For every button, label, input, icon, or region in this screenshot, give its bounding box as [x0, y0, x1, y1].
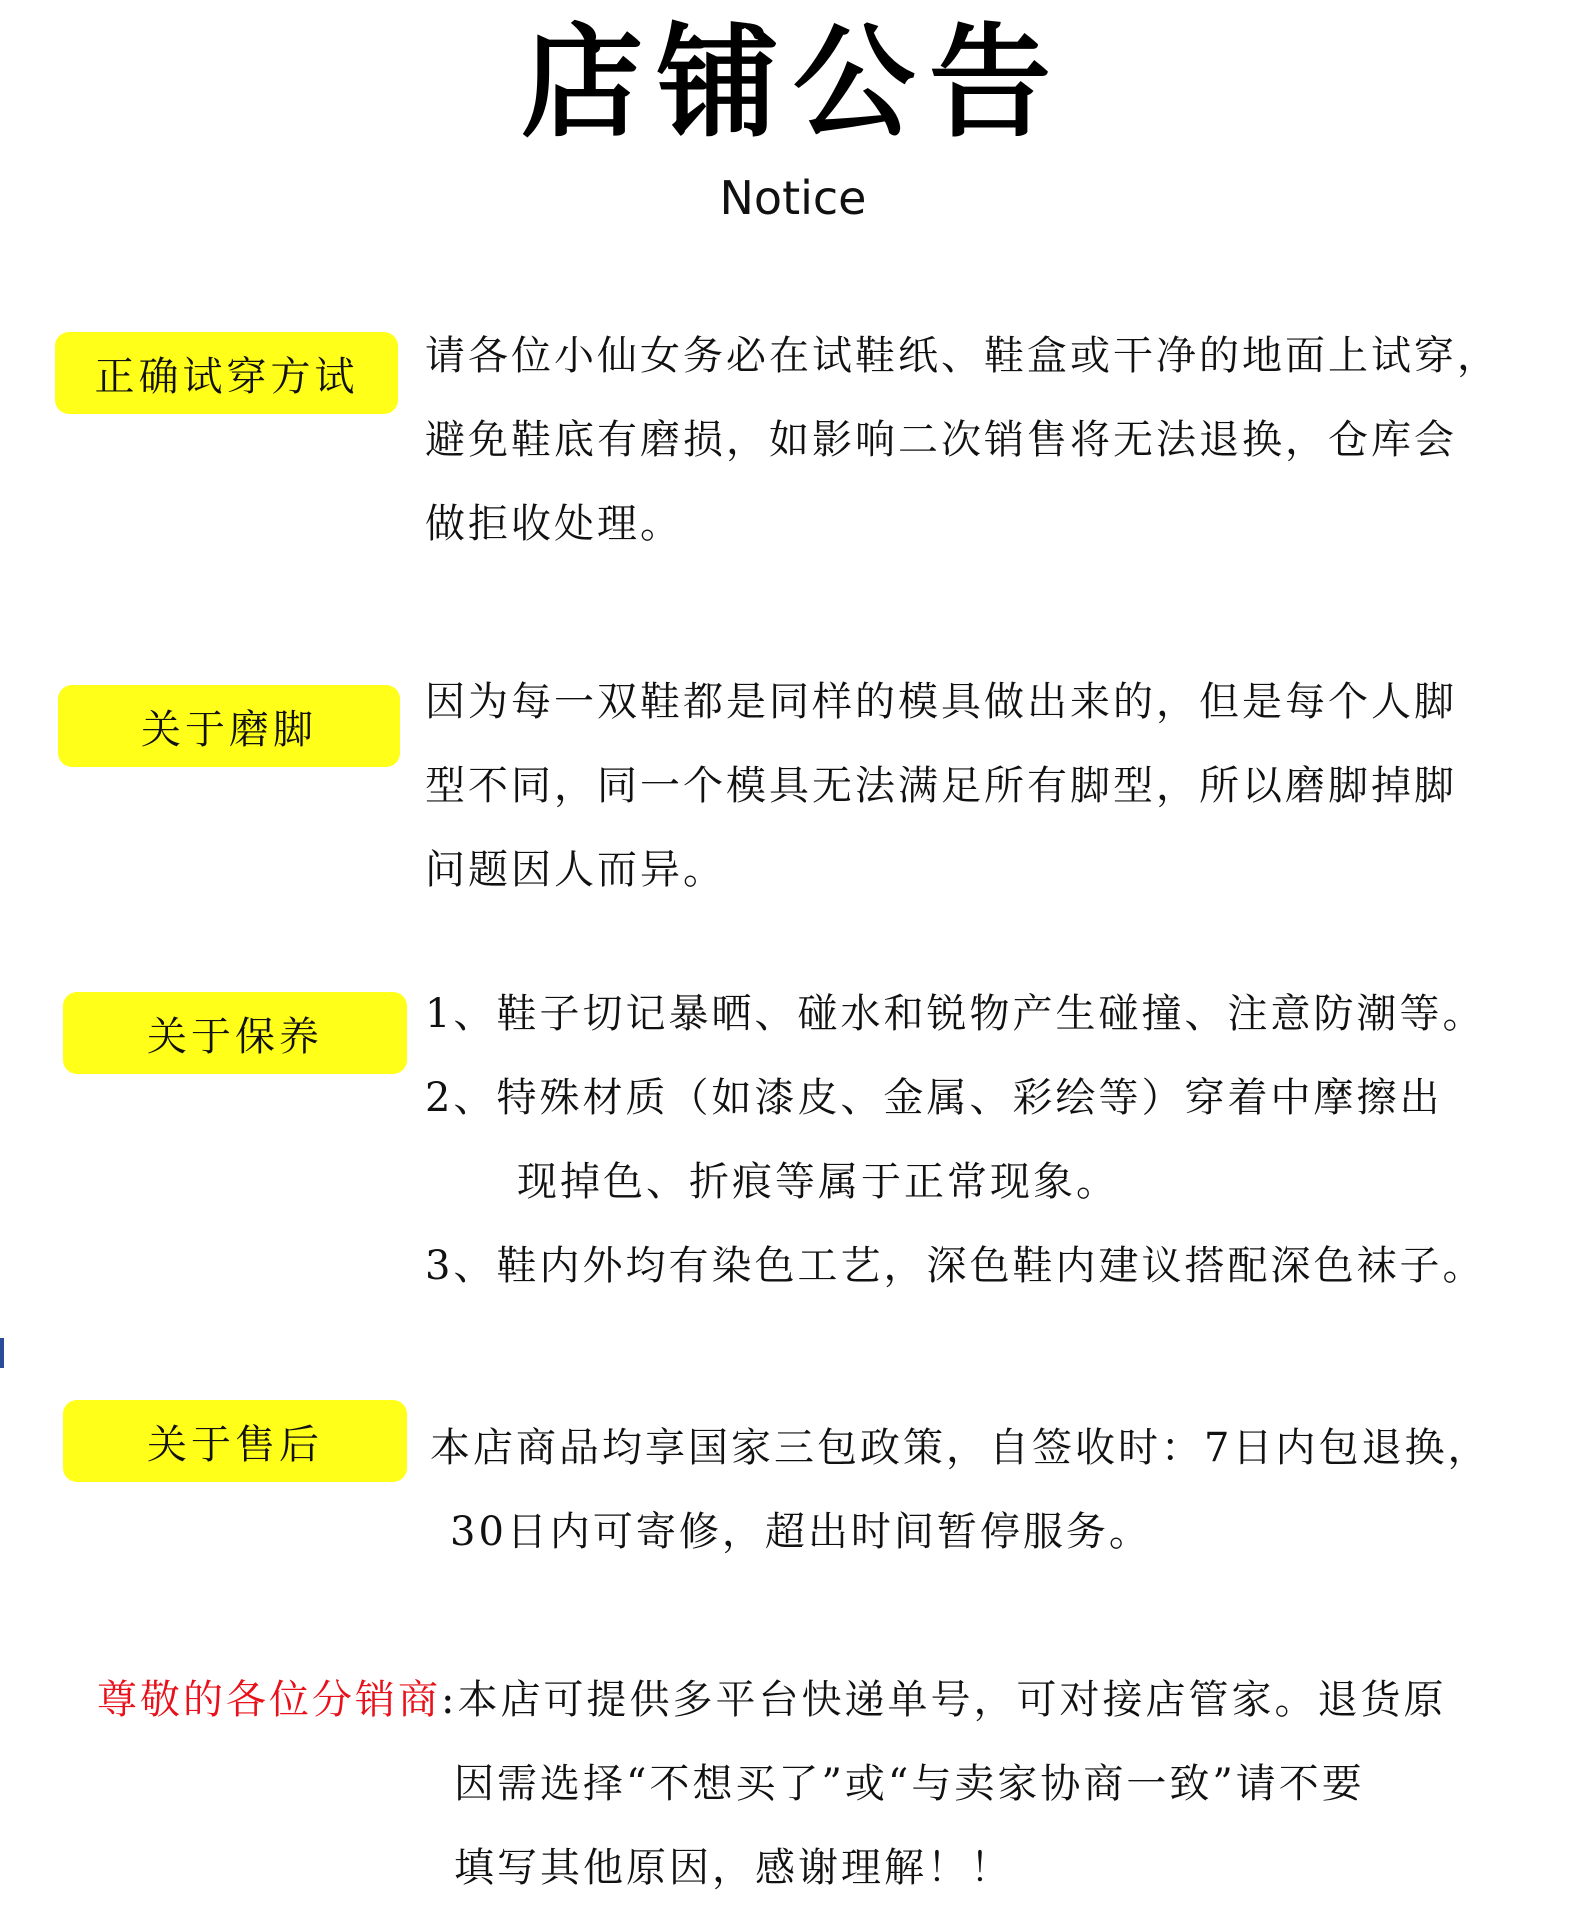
section-badge-rubbing: 关于磨脚: [58, 685, 400, 767]
section-text-rubbing: [425, 660, 1457, 912]
section-text-fitting: [425, 314, 1500, 566]
section-badge-care: 关于保养: [63, 992, 407, 1074]
text-line: 填写其他原因，感谢理解！！: [454, 1845, 1013, 1891]
text-line: 本店商品均享国家三包政策，自签收时：7日内包退换，: [430, 1425, 1491, 1471]
text-line: 问题因人而异。: [425, 847, 726, 893]
edge-mark: [0, 1338, 4, 1368]
text-line: 做拒收处理。: [425, 501, 683, 547]
text-line: 现掉色、折痕等属于正常现象。: [517, 1159, 1119, 1205]
text-line: 1、鞋子切记暴晒、碰水和锐物产生碰撞、注意防潮等。: [425, 991, 1486, 1037]
text-line: 型不同，同一个模具无法满足所有脚型，所以磨脚掉脚: [425, 763, 1457, 809]
section-badge-fitting: 正确试穿方试: [55, 332, 398, 414]
text-line: 因需选择“不想买了”或“与卖家协商一致”请不要: [454, 1761, 1365, 1807]
page-title: 店铺公告: [521, 12, 1065, 154]
section-text-care: [425, 972, 1485, 1308]
section-text-aftersales: [430, 1406, 1490, 1574]
text-line: 请各位小仙女务必在试鞋纸、鞋盒或干净的地面上试穿，: [425, 333, 1500, 379]
distributor-notice: [97, 1658, 1446, 1910]
text-line: 2、特殊材质（如漆皮、金属、彩绘等）穿着中摩擦出: [425, 1075, 1443, 1121]
text-line: 30日内可寄修，超出时间暂停服务。: [450, 1509, 1152, 1555]
section-badge-aftersales: 关于售后: [63, 1400, 407, 1482]
text-line: 3、鞋内外均有染色工艺，深色鞋内建议搭配深色袜子。: [425, 1243, 1486, 1289]
distributor-label: 尊敬的各位分销商: [97, 1677, 441, 1723]
text-line: 避免鞋底有磨损，如影响二次销售将无法退换，仓库会: [425, 417, 1457, 463]
page-subtitle: Notice: [719, 171, 867, 225]
distributor-text: :本店可提供多平台快递单号，可对接店管家。退货原: [441, 1677, 1447, 1723]
distributor-first-line: [97, 1658, 1446, 1742]
text-line: 因为每一双鞋都是同样的模具做出来的，但是每个人脚: [425, 679, 1457, 725]
